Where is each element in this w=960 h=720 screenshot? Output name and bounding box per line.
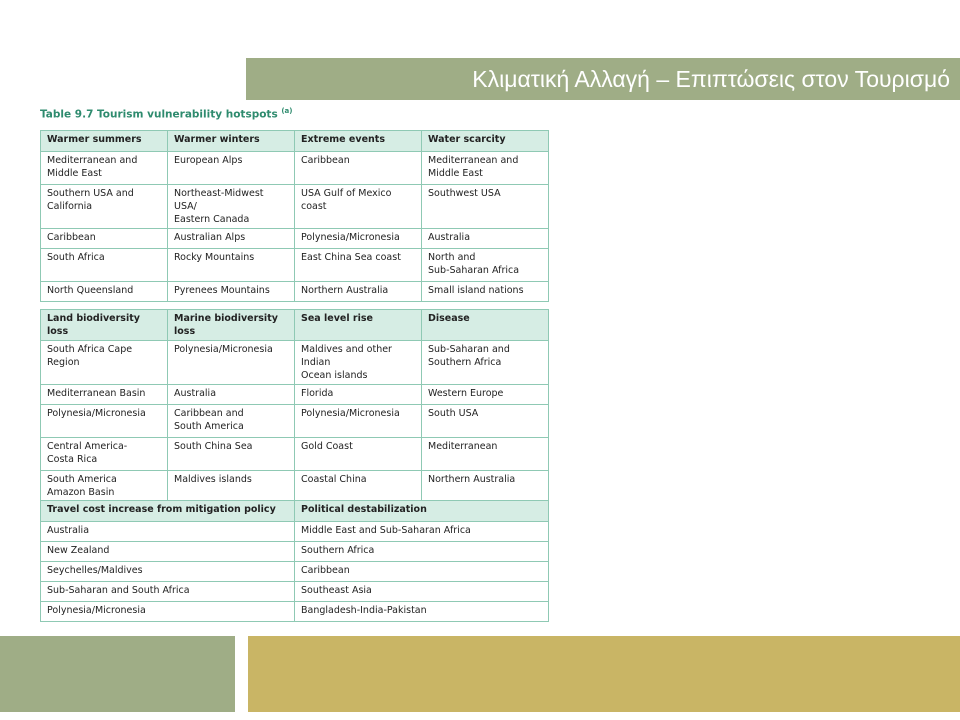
- table-cell: USA Gulf of Mexico coast: [295, 185, 422, 229]
- table-cell: North and Sub-Saharan Africa: [422, 249, 549, 282]
- table-cell: Central America- Costa Rica: [41, 438, 168, 471]
- table-row: [41, 282, 549, 302]
- table-cell: Middle East and Sub-Saharan Africa: [295, 522, 549, 542]
- table-cell: Gold Coast: [295, 438, 422, 471]
- table-cell: Small island nations: [422, 282, 549, 302]
- table-cell: Mediterranean: [422, 438, 549, 471]
- hotspots-table-environment: [40, 309, 549, 504]
- table-cell: Polynesia/Micronesia: [41, 405, 168, 438]
- table-cell: Mediterranean Basin: [41, 385, 168, 405]
- title-bar: [246, 58, 960, 100]
- footer-block-left: [0, 636, 235, 712]
- table-caption: [40, 107, 292, 121]
- table-cell: Western Europe: [422, 385, 549, 405]
- table-cell: Australia: [41, 522, 295, 542]
- column-header: Land biodiversity loss: [41, 310, 168, 341]
- table-cell: Mediterranean and Middle East: [422, 152, 549, 185]
- table-row: [41, 152, 549, 185]
- column-header: Political destabilization: [295, 501, 549, 522]
- table-header-row: [41, 310, 549, 341]
- table-row: [41, 438, 549, 471]
- column-header: Warmer summers: [41, 131, 168, 152]
- column-header: Water scarcity: [422, 131, 549, 152]
- hotspots-table-policy: [40, 500, 549, 622]
- table-cell: Northeast-Midwest USA/ Eastern Canada: [168, 185, 295, 229]
- table-cell: Maldives islands: [168, 471, 295, 504]
- table-cell: Rocky Mountains: [168, 249, 295, 282]
- table-cell: South USA: [422, 405, 549, 438]
- table-row: [41, 562, 549, 582]
- table-header-row: [41, 131, 549, 152]
- table-cell: Caribbean and South America: [168, 405, 295, 438]
- table-cell: Australia: [168, 385, 295, 405]
- caption-note: (a): [281, 107, 293, 115]
- table-cell: Caribbean: [41, 229, 168, 249]
- table-cell: Northern Australia: [422, 471, 549, 504]
- table-cell: North Queensland: [41, 282, 168, 302]
- table-cell: Caribbean: [295, 152, 422, 185]
- table-cell: South America Amazon Basin: [41, 471, 168, 504]
- table-cell: East China Sea coast: [295, 249, 422, 282]
- column-header: Warmer winters: [168, 131, 295, 152]
- column-header: Travel cost increase from mitigation policy: [41, 501, 295, 522]
- table-cell: Florida: [295, 385, 422, 405]
- table-cell: Polynesia/Micronesia: [168, 341, 295, 385]
- hotspots-table-climate: [40, 130, 549, 302]
- table-cell: Northern Australia: [295, 282, 422, 302]
- table-cell: Seychelles/Maldives: [41, 562, 295, 582]
- table-cell: Australian Alps: [168, 229, 295, 249]
- table-row: [41, 602, 549, 622]
- table-cell: South Africa Cape Region: [41, 341, 168, 385]
- table-cell: Mediterranean and Middle East: [41, 152, 168, 185]
- column-header: Sea level rise: [295, 310, 422, 341]
- table-cell: Bangladesh-India-Pakistan: [295, 602, 549, 622]
- table-cell: Southern USA and California: [41, 185, 168, 229]
- table-cell: European Alps: [168, 152, 295, 185]
- table-cell: Australia: [422, 229, 549, 249]
- table-row: [41, 471, 549, 504]
- table-cell: Caribbean: [295, 562, 549, 582]
- table-row: [41, 405, 549, 438]
- table-row: [41, 341, 549, 385]
- table-cell: Polynesia/Micronesia: [41, 602, 295, 622]
- table-cell: Southwest USA: [422, 185, 549, 229]
- table-row: [41, 522, 549, 542]
- caption-text: Table 9.7 Tourism vulnerability hotspots: [40, 108, 282, 121]
- table-cell: Maldives and other Indian Ocean islands: [295, 341, 422, 385]
- column-header: Extreme events: [295, 131, 422, 152]
- table-cell: Polynesia/Micronesia: [295, 229, 422, 249]
- table-cell: New Zealand: [41, 542, 295, 562]
- table-cell: South China Sea: [168, 438, 295, 471]
- table-row: [41, 185, 549, 229]
- table-row: [41, 582, 549, 602]
- table-row: [41, 542, 549, 562]
- table-row: [41, 385, 549, 405]
- table-cell: Coastal China: [295, 471, 422, 504]
- table-cell: Sub-Saharan and Southern Africa: [422, 341, 549, 385]
- table-cell: Sub-Saharan and South Africa: [41, 582, 295, 602]
- footer-block-right: [248, 636, 960, 712]
- table-cell: Pyrenees Mountains: [168, 282, 295, 302]
- column-header: Marine biodiversity loss: [168, 310, 295, 341]
- table-cell: South Africa: [41, 249, 168, 282]
- table-header-row: [41, 501, 549, 522]
- table-cell: Polynesia/Micronesia: [295, 405, 422, 438]
- slide-title: Κλιματική Αλλαγή – Επιπτώσεις στον Τουρισμό: [472, 66, 950, 92]
- column-header: Disease: [422, 310, 549, 341]
- table-cell: Southern Africa: [295, 542, 549, 562]
- table-row: [41, 229, 549, 249]
- table-row: [41, 249, 549, 282]
- table-cell: Southeast Asia: [295, 582, 549, 602]
